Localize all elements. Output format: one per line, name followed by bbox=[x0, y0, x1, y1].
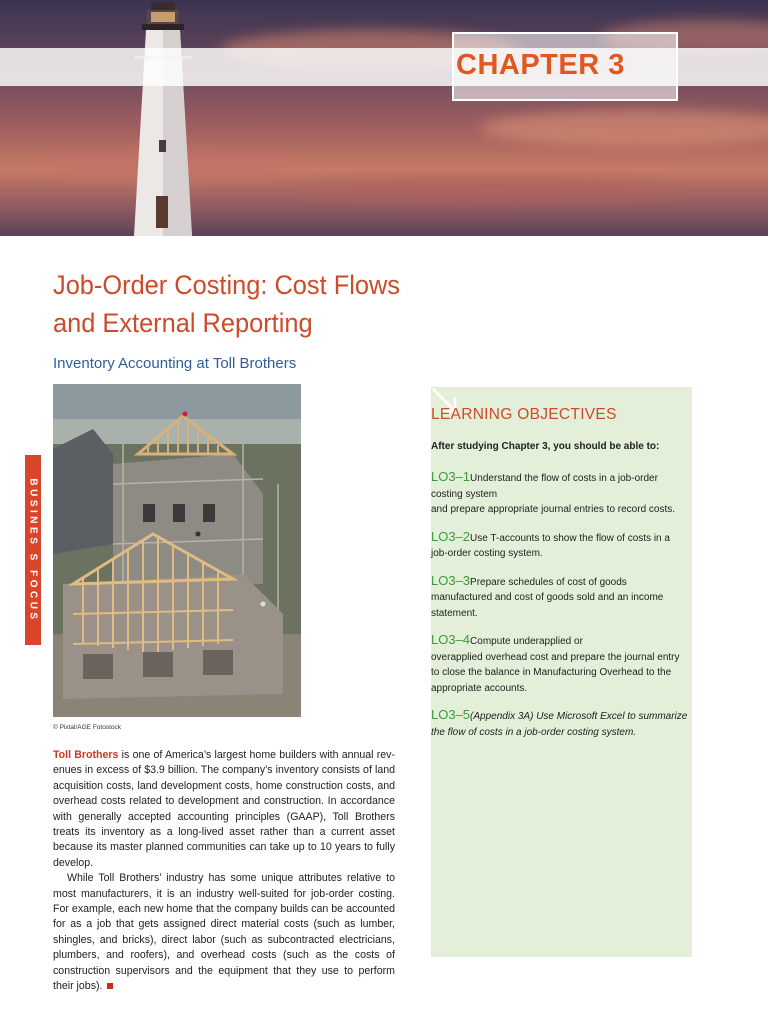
learning-objective-text-continued: and prepare appropriate journal entries to record costs. bbox=[431, 504, 676, 515]
body-paragraph-1 bbox=[53, 748, 395, 871]
lighthouse-image bbox=[118, 0, 208, 236]
learning-objective-item bbox=[431, 529, 689, 562]
learning-objective-text: Compute underapplied or bbox=[470, 636, 583, 647]
learning-objective-code: LO3–5 bbox=[431, 707, 471, 722]
business-focus-tab bbox=[25, 455, 41, 645]
body-paragraph-2-text: While Toll Brothers’ industry has some unique attributes relative to most manufacturers, it is an industry well-suited for job-order costing. For example, each new home that the company builds can be accounted for as a job that gets assigned direct material costs (such as lumber, shingles, and bricks), direct labor (such as subcontracted electricians, plumbers, and roofers), and overhead costs (such as the costs of construction supervisors and the equipment that they use to perform their jobs). bbox=[53, 872, 395, 993]
chapter-label: CHAPTER 3 bbox=[456, 49, 625, 81]
business-focus-tab-label: BUSINES S FOCUS bbox=[27, 477, 39, 623]
sky-cloud bbox=[480, 110, 768, 146]
construction-scene bbox=[53, 384, 301, 717]
learning-objective-text-continued: overapplied overhead cost and prepare the journal entry to close the balance in Manufacturing Overhead to the appropriate accounts. bbox=[431, 651, 680, 694]
learning-objective-text: Understand the flow of costs in a job-order costing system bbox=[431, 473, 658, 500]
sky-cloud bbox=[300, 175, 680, 205]
learning-objective-item bbox=[431, 632, 689, 696]
learning-objective-text: (Appendix 3A) Use Microsoft Excel to summarize the flow of costs in a job-order costing system. bbox=[431, 711, 688, 738]
learning-objective-text: Use T-accounts to show the flow of costs in a job-order costing system. bbox=[431, 532, 670, 559]
learning-objective-code: LO3–2 bbox=[431, 528, 471, 544]
learning-objective-item bbox=[431, 469, 689, 518]
chapter-title-line2: and External Reporting bbox=[53, 308, 313, 338]
house-construction-photo bbox=[53, 384, 301, 717]
learning-objective-code: LO3–4 bbox=[431, 632, 471, 647]
learning-objective-code: LO3–3 bbox=[431, 572, 471, 588]
learning-objective-text: Prepare schedules of cost of goods manufactured and cost of goods sold and an income statement. bbox=[431, 576, 664, 619]
body-paragraph-1-text: is one of America’s largest home builders with annual rev- enues in excess of $3.9 billion. The company’s inventory consists of land acquisition costs, land development costs, home construction costs, and overhead costs related to development and construction. In accordance with generally accepted accounting principles (GAAP), Toll Brothers treats its inventory as a long-lived asset rather than a current asset because its master planned communities can take up to 10 years to fully develop. bbox=[53, 749, 395, 869]
business-focus-subtitle: Inventory Accounting at Toll Brothers bbox=[53, 355, 297, 372]
learning-objectives-panel bbox=[431, 387, 692, 957]
body-paragraph-2 bbox=[53, 871, 395, 994]
chapter-label-box bbox=[452, 32, 678, 101]
business-focus-body bbox=[53, 748, 395, 995]
chapter-title bbox=[53, 266, 448, 342]
learning-objectives-heading: LEARNING OBJECTIVES bbox=[431, 406, 617, 423]
chapter-banner bbox=[0, 0, 768, 236]
learning-objectives-list bbox=[431, 469, 689, 751]
end-of-section-marker bbox=[107, 983, 113, 989]
learning-objective-code: LO3–1 bbox=[431, 469, 471, 484]
learning-objectives-intro: After studying Chapter 3, you should be able to: bbox=[431, 441, 660, 452]
learning-objective-item bbox=[431, 707, 689, 740]
chapter-title-line1: Job-Order Costing: Cost Flows bbox=[53, 270, 400, 300]
company-name: Toll Brothers bbox=[53, 749, 119, 761]
photo-credit: © Pixtal/AGE Fotostock bbox=[53, 724, 122, 731]
learning-objective-item bbox=[431, 573, 689, 622]
